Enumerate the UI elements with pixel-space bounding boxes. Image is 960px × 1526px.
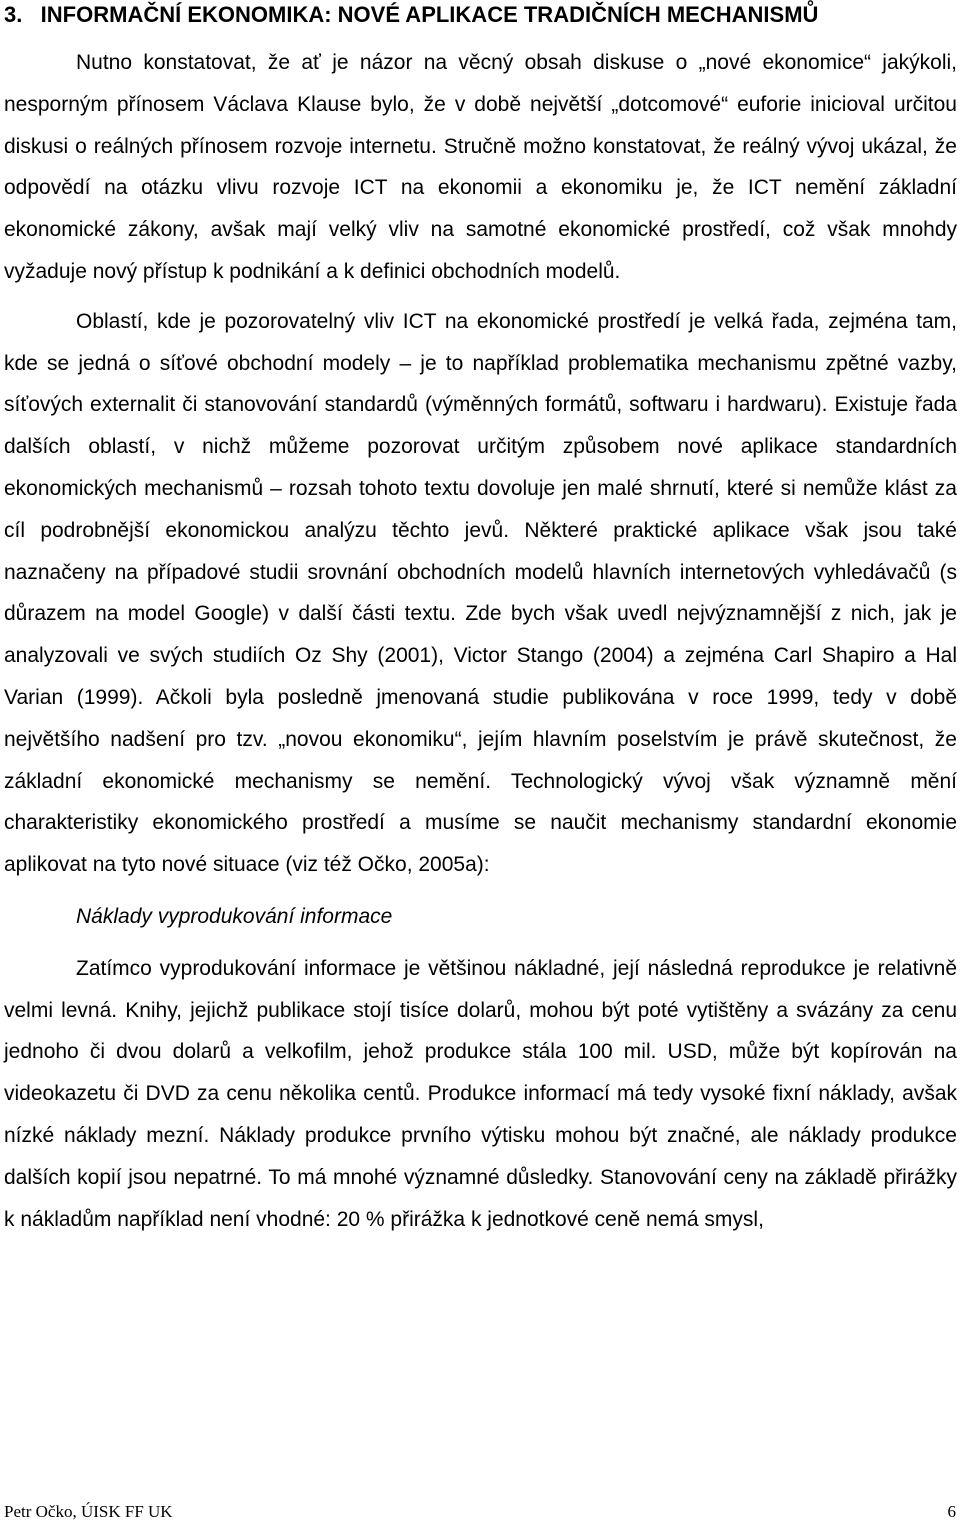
section-heading (4, 0, 957, 30)
paragraph-3: Zatímco vyprodukování informace je většinou nákladné, její následná reprodukce je relativně velmi levná. Knihy, jejichž publikace stojí tisíce dolarů, mohou být poté vytištěny a svázány za cenu jednoho či dvou dolarů a velkofilm, jehož produkce stála 100 mil. USD, může být kopírován na videokazetu či DVD za cenu několika centů. Produkce informací má tedy vysoké fixní náklady, avšak nízké náklady mezní. Náklady produkce prvního výtisku mohou být značné, ale náklady produkce dalších kopií jsou nepatrné. To má mnohé významné důsledky. Stanovování ceny na základě přirážky k nákladům například není vhodné: 20 % přirážka k jednotkové ceně nemá smysl, (4, 956, 957, 1231)
paragraph-1: Nutno konstatovat, že ať je názor na věcný obsah diskuse o „nové ekonomice“ jakýkoli, nesporným přínosem Václava Klause bylo, že v době největší „dotcomové“ euforie inicioval určitou diskusi o reálných přínosem rozvoje internetu. Stručně možno konstatovat, že reálný vývoj ukázal, že odpovědí na otázku vlivu rozvoje ICT na ekonomii a ekonomiku je, že ICT nemění základní ekonomické zákony, avšak mají velký vliv na samotné ekonomické prostředí, což však mnohdy vyžaduje nový přístup k podnikání a k definici obchodních modelů. (4, 51, 957, 283)
document-page (4, 0, 957, 1240)
subheading: Náklady vyprodukování informace (76, 904, 393, 928)
page-footer (4, 1500, 956, 1521)
section-heading-text: 3. INFORMAČNÍ EKONOMIKA: NOVÉ APLIKACE TRADIČNÍCH MECHANISMŮ (4, 2, 819, 27)
footer-author: Petr Očko, ÚISK FF UK (4, 1502, 173, 1521)
page-number: 6 (947, 1502, 956, 1521)
paragraph-2: Oblastí, kde je pozorovatelný vliv ICT na ekonomické prostředí je velká řada, zejména tam, kde se jedná o síťové obchodní modely – je to například problematika mechanismu zpětné vazby, síťových externalit či stanovování standardů (výměnných formátů, softwaru i hardwaru). Existuje řada dalších oblastí, v nichž můžeme pozorovat určitým způsobem nové aplikace standardních ekonomických mechanismů – rozsah tohoto textu dovoluje jen malé shrnutí, které si nemůže klást za cíl podrobnější ekonomickou analýzu těchto jevů. Některé praktické aplikace však jsou také naznačeny na případové studii srovnání obchodních modelů hlavních internetových vyhledávačů (s důrazem na model Google) v další části textu. Zde bych však uvedl nejvýznamnější z nich, jak je analyzovali ve svých studiích Oz Shy (2001), Victor Stango (2004) a zejména Carl Shapiro a Hal Varian (1999). Ačkoli byla posledně jmenovaná studie publikována v roce 1999, tedy v době největšího nadšení pro tzv. „novou ekonomiku“, jejím hlavním poselstvím je právě skutečnost, že základní ekonomické mechanismy se nemění. Technologický vývoj však významně mění charakteristiky ekonomického prostředí a musíme se naučit mechanismy standardní ekonomie aplikovat na tyto nové situace (viz též Očko, 2005a): (4, 309, 957, 877)
